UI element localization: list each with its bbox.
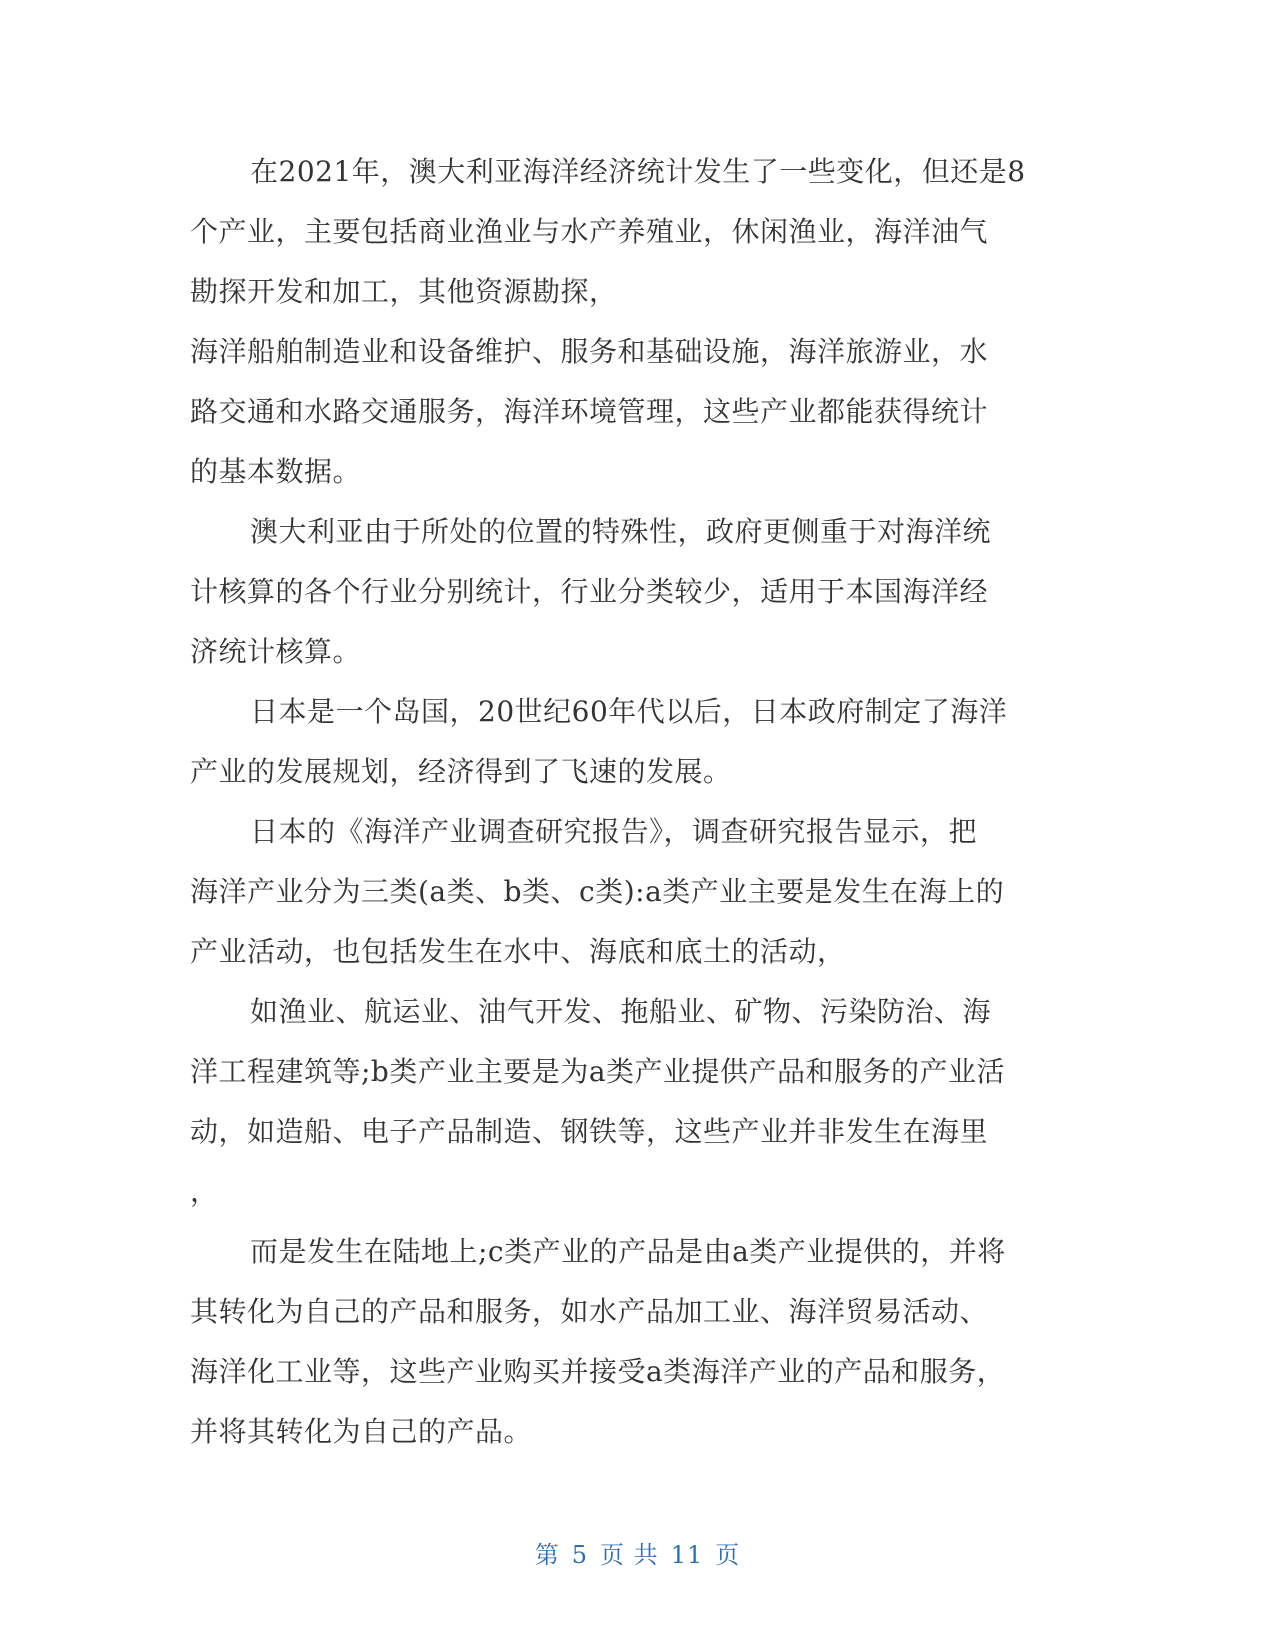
paragraph-line: 并将其转化为自己的产品。 <box>190 1415 533 1448</box>
paragraph-line: 海洋船舶制造业和设备维护、服务和基础设施，海洋旅游业，水 <box>190 335 989 368</box>
paragraph-line: 澳大利亚由于所处的位置的特殊性，政府更侧重于对海洋统 <box>250 515 992 548</box>
footer-prefix: 第 <box>534 1541 560 1569</box>
paragraph-line: 海洋化工业等，这些产业购买并接受a类海洋产业的产品和服务， <box>190 1355 1006 1388</box>
paragraph-line: 产业的发展规划，经济得到了飞速的发展。 <box>190 755 732 788</box>
page-footer <box>0 1535 1275 1570</box>
footer-middle: 页 共 <box>600 1541 659 1569</box>
footer-current-page: 5 <box>571 1541 589 1569</box>
paragraph-line: 勘探开发和加工，其他资源勘探， <box>190 275 618 308</box>
footer-total-pages: 11 <box>670 1541 704 1569</box>
paragraph-line: ， <box>190 1175 219 1208</box>
paragraph-line: 其转化为自己的产品和服务，如水产品加工业、海洋贸易活动、 <box>190 1295 989 1328</box>
paragraph-line: 路交通和水路交通服务，海洋环境管理，这些产业都能获得统计 <box>190 395 989 428</box>
paragraph-line: 洋工程建筑等;b类产业主要是为a类产业提供产品和服务的产业活 <box>190 1055 1006 1088</box>
paragraph-line: 如渔业、航运业、油气开发、拖船业、矿物、污染防治、海 <box>250 995 992 1028</box>
paragraph-line: 在2021年，澳大利亚海洋经济统计发生了一些变化，但还是8 <box>250 155 1026 188</box>
paragraph-line: 海洋产业分为三类(a类、b类、c类):a类产业主要是发生在海上的 <box>190 875 1005 908</box>
paragraph-line: 产业活动，也包括发生在水中、海底和底土的活动， <box>190 935 846 968</box>
paragraph-line: 计核算的各个行业分别统计，行业分类较少，适用于本国海洋经 <box>190 575 989 608</box>
paragraph-line: 动，如造船、电子产品制造、钢铁等，这些产业并非发生在海里 <box>190 1115 989 1148</box>
paragraph-line: 而是发生在陆地上;c类产业的产品是由a类产业提供的，并将 <box>250 1235 1006 1268</box>
paragraph-line: 日本是一个岛国，20世纪60年代以后，日本政府制定了海洋 <box>250 695 1008 728</box>
paragraph-line: 济统计核算。 <box>190 635 362 668</box>
paragraph-line: 的基本数据。 <box>190 455 362 488</box>
paragraph-line: 日本的《海洋产业调查研究报告》，调查研究报告显示，把 <box>250 815 978 848</box>
document-body <box>190 142 1080 1462</box>
paragraph-line: 个产业，主要包括商业渔业与水产养殖业，休闲渔业，海洋油气 <box>190 215 989 248</box>
footer-suffix: 页 <box>715 1541 741 1569</box>
